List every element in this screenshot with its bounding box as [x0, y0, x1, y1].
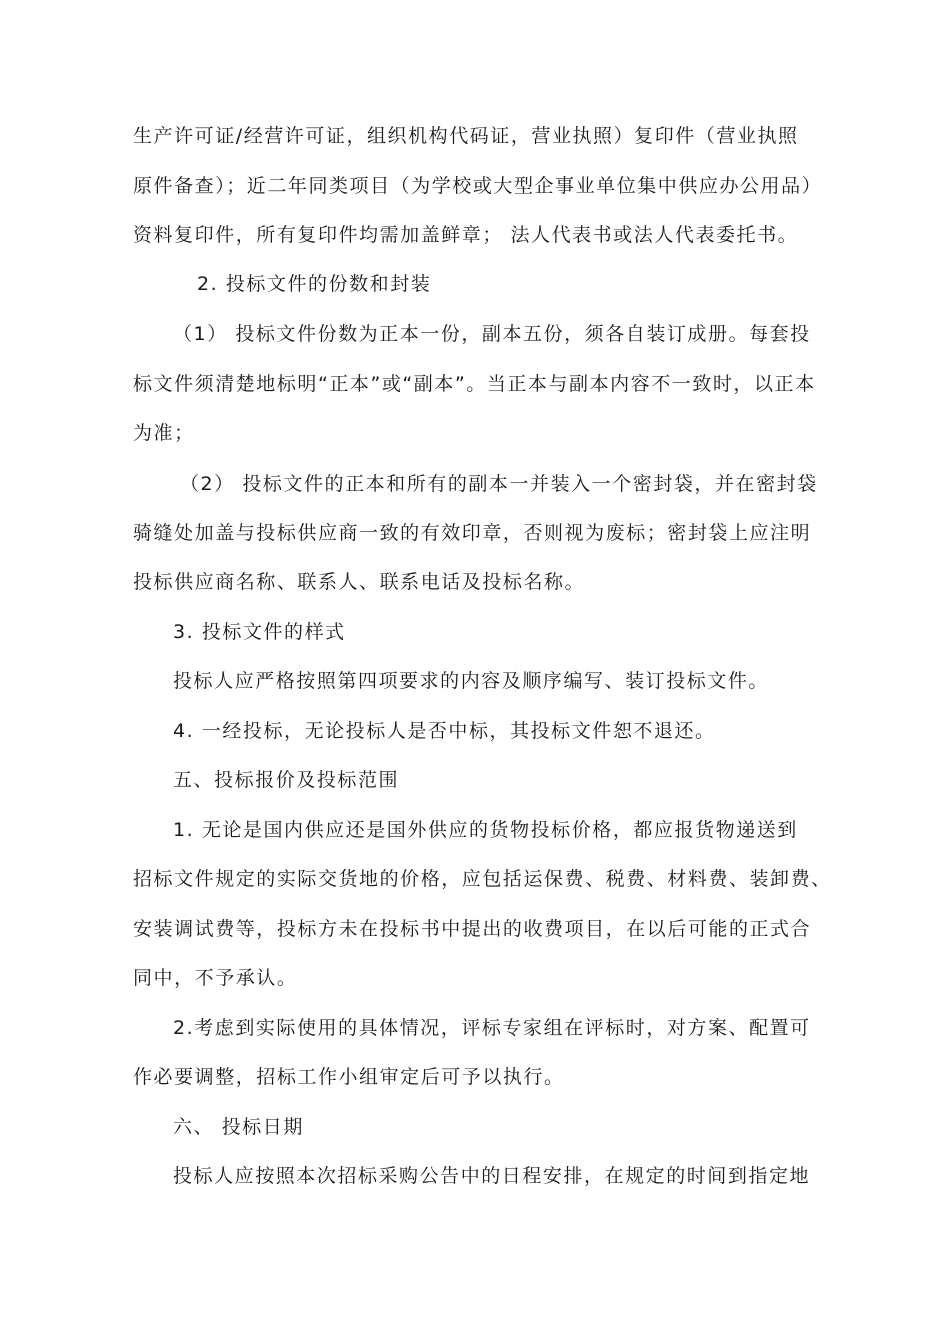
text-line: 生产许可证/经营许可证，组织机构代码证，营业执照）复印件（营业执照 — [133, 125, 799, 147]
text-line: 安装调试费等，投标方未在投标书中提出的收费项目，在以后可能的正式合 — [133, 918, 812, 940]
text-line: 1. 无论是国内供应还是国外供应的货物投标价格，都应报货物递送到 — [173, 819, 798, 841]
text-line: 投标供应商名称、联系人、联系电话及投标名称。 — [133, 571, 586, 593]
section-heading: 五、投标报价及投标范围 — [173, 769, 400, 791]
section-heading: 3. 投标文件的样式 — [173, 621, 346, 643]
text-line: 招标文件规定的实际交货地的价格，应包括运保费、税费、材料费、装卸费、 — [133, 868, 832, 890]
text-line: （2） 投标文件的正本和所有的副本一并装入一个密封袋，并在密封袋 — [180, 473, 818, 495]
text-line: 为准； — [133, 422, 195, 444]
text-line: 2.考虑到实际使用的具体情况，评标专家组在评标时，对方案、配置可 — [173, 1017, 811, 1039]
text-line: 投标人应按照本次招标采购公告中的日程安排，在规定的时间到指定地 — [173, 1165, 811, 1187]
text-line: 原件备查）；近二年同类项目（为学校或大型企事业单位集中供应办公用品） — [133, 175, 823, 197]
section-heading: 2. 投标文件的份数和封装 — [197, 273, 432, 295]
text-line: 作必要调整，招标工作小组审定后可予以执行。 — [133, 1066, 565, 1088]
text-line: 标文件须清楚地标明“正本”或“副本”。当正本与副本内容不一致时，以正本 — [133, 373, 816, 395]
text-line: 同中，不予承认。 — [133, 967, 298, 989]
text-line: 资料复印件，所有复印件均需加盖鲜章； 法人代表书或法人代表委托书。 — [133, 224, 799, 246]
text-line: 投标人应严格按照第四项要求的内容及顺序编写、装订投标文件。 — [173, 670, 769, 692]
text-line: 4. 一经投标，无论投标人是否中标，其投标文件恕不退还。 — [173, 720, 716, 742]
text-line: （1） 投标文件份数为正本一份，副本五份，须各自装订成册。每套投 — [173, 323, 811, 345]
section-heading: 六、 投标日期 — [173, 1116, 304, 1138]
text-line: 骑缝处加盖与投标供应商一致的有效印章，否则视为废标；密封袋上应注明 — [133, 522, 812, 544]
